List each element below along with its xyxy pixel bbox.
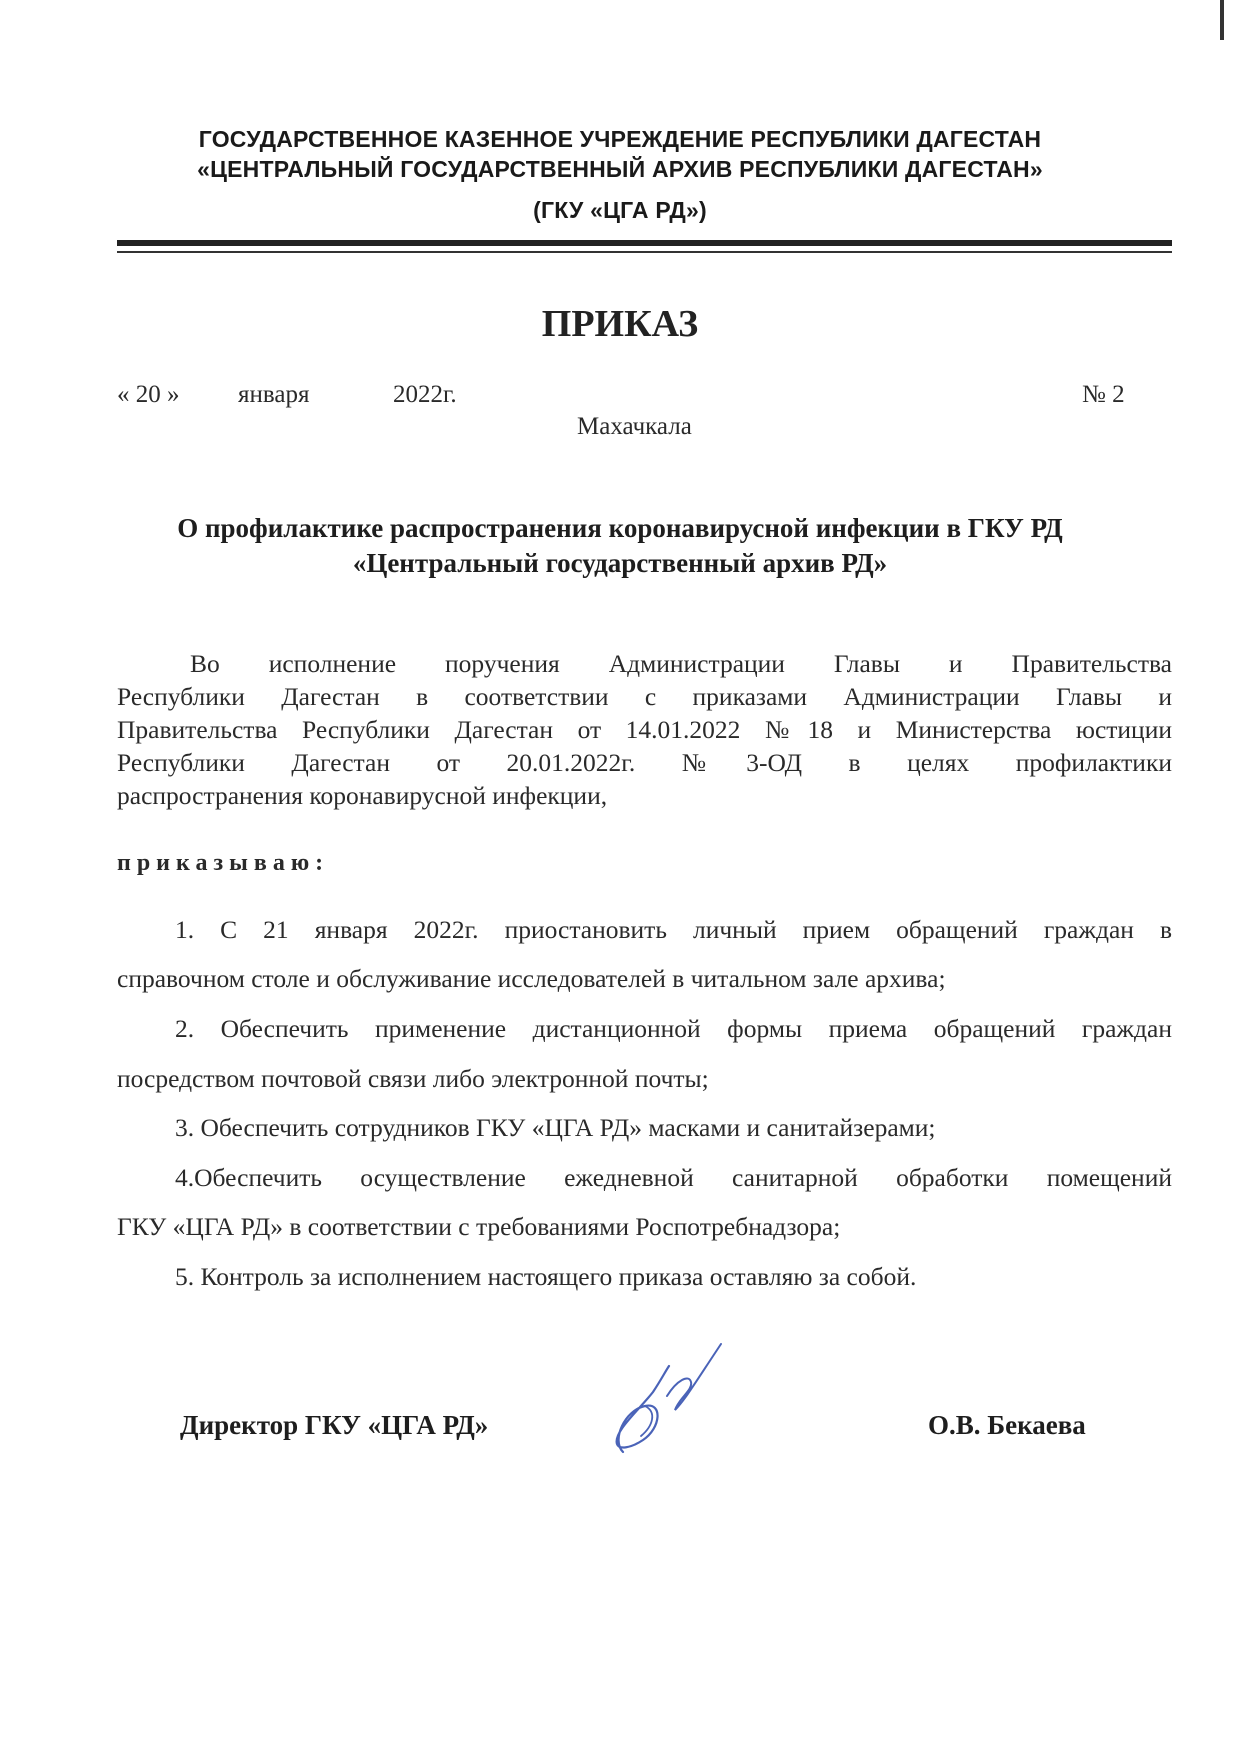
subject-line2: «Центральный государственный архив РД» xyxy=(352,548,888,578)
order-day: « 20 » xyxy=(117,381,180,408)
preamble-line1: Во исполнение поручения Администрации Главы и Правительства xyxy=(190,649,1172,678)
item-2-line1: 2. Обеспечить применение дистанционной формы приема обращений граждан xyxy=(175,1014,1172,1043)
item-3: 3. Обеспечить сотрудников ГКУ «ЦГА РД» масками и санитайзерами; xyxy=(175,1113,936,1142)
document-title: ПРИКАЗ xyxy=(541,303,699,345)
signatory-name: О.В. Бекаева xyxy=(928,1410,1086,1440)
handwritten-signature xyxy=(605,1340,735,1460)
preamble-line2: Республики Дагестан в соответствии с приказами Администрации Главы и xyxy=(117,682,1172,711)
order-number: № 2 xyxy=(1082,381,1125,408)
header-rule-thin xyxy=(117,251,1172,253)
order-month: января xyxy=(238,381,310,408)
preamble-line5: распространения коронавирусной инфекции, xyxy=(117,781,608,810)
order-city: Махачкала xyxy=(577,413,692,440)
item-4-line1: 4.Обеспечить осуществление ежедневной санитарной обработки помещений xyxy=(175,1163,1172,1192)
org-abbreviation: (ГКУ «ЦГА РД») xyxy=(533,197,707,223)
item-2-line2: посредством почтовой связи либо электронной почты; xyxy=(117,1064,709,1093)
subject-line1: О профилактике распространения коронавирусной инфекции в ГКУ РД xyxy=(177,513,1063,543)
item-1-line1: 1. С 21 января 2022г. приостановить личный прием обращений граждан в xyxy=(175,915,1172,944)
decree-word: приказываю: xyxy=(117,850,330,876)
org-name-line2: «ЦЕНТРАЛЬНЫЙ ГОСУДАРСТВЕННЫЙ АРХИВ РЕСПУБЛИКИ ДАГЕСТАН» xyxy=(197,156,1043,182)
preamble-line4: Республики Дагестан от 20.01.2022г. №3-ОД в целях профилактики xyxy=(117,748,1172,777)
preamble-line3: Правительства Республики Дагестан от 14.01.2022 №18 и Министерства юстиции xyxy=(117,715,1172,744)
org-name-line1: ГОСУДАРСТВЕННОЕ КАЗЕННОЕ УЧРЕЖДЕНИЕ РЕСПУБЛИКИ ДАГЕСТАН xyxy=(198,126,1042,152)
item-5: 5. Контроль за исполнением настоящего приказа оставляю за собой. xyxy=(175,1262,917,1291)
item-4-line2: ГКУ «ЦГА РД» в соответствии с требованиями Роспотребнадзора; xyxy=(117,1212,841,1241)
signatory-position: Директор ГКУ «ЦГА РД» xyxy=(180,1410,489,1440)
item-1-line2: справочном столе и обслуживание исследователей в читальном зале архива; xyxy=(117,964,946,993)
header-rule-thick xyxy=(117,240,1172,246)
order-year: 2022г. xyxy=(393,381,457,408)
scan-edge-mark xyxy=(1220,0,1224,40)
